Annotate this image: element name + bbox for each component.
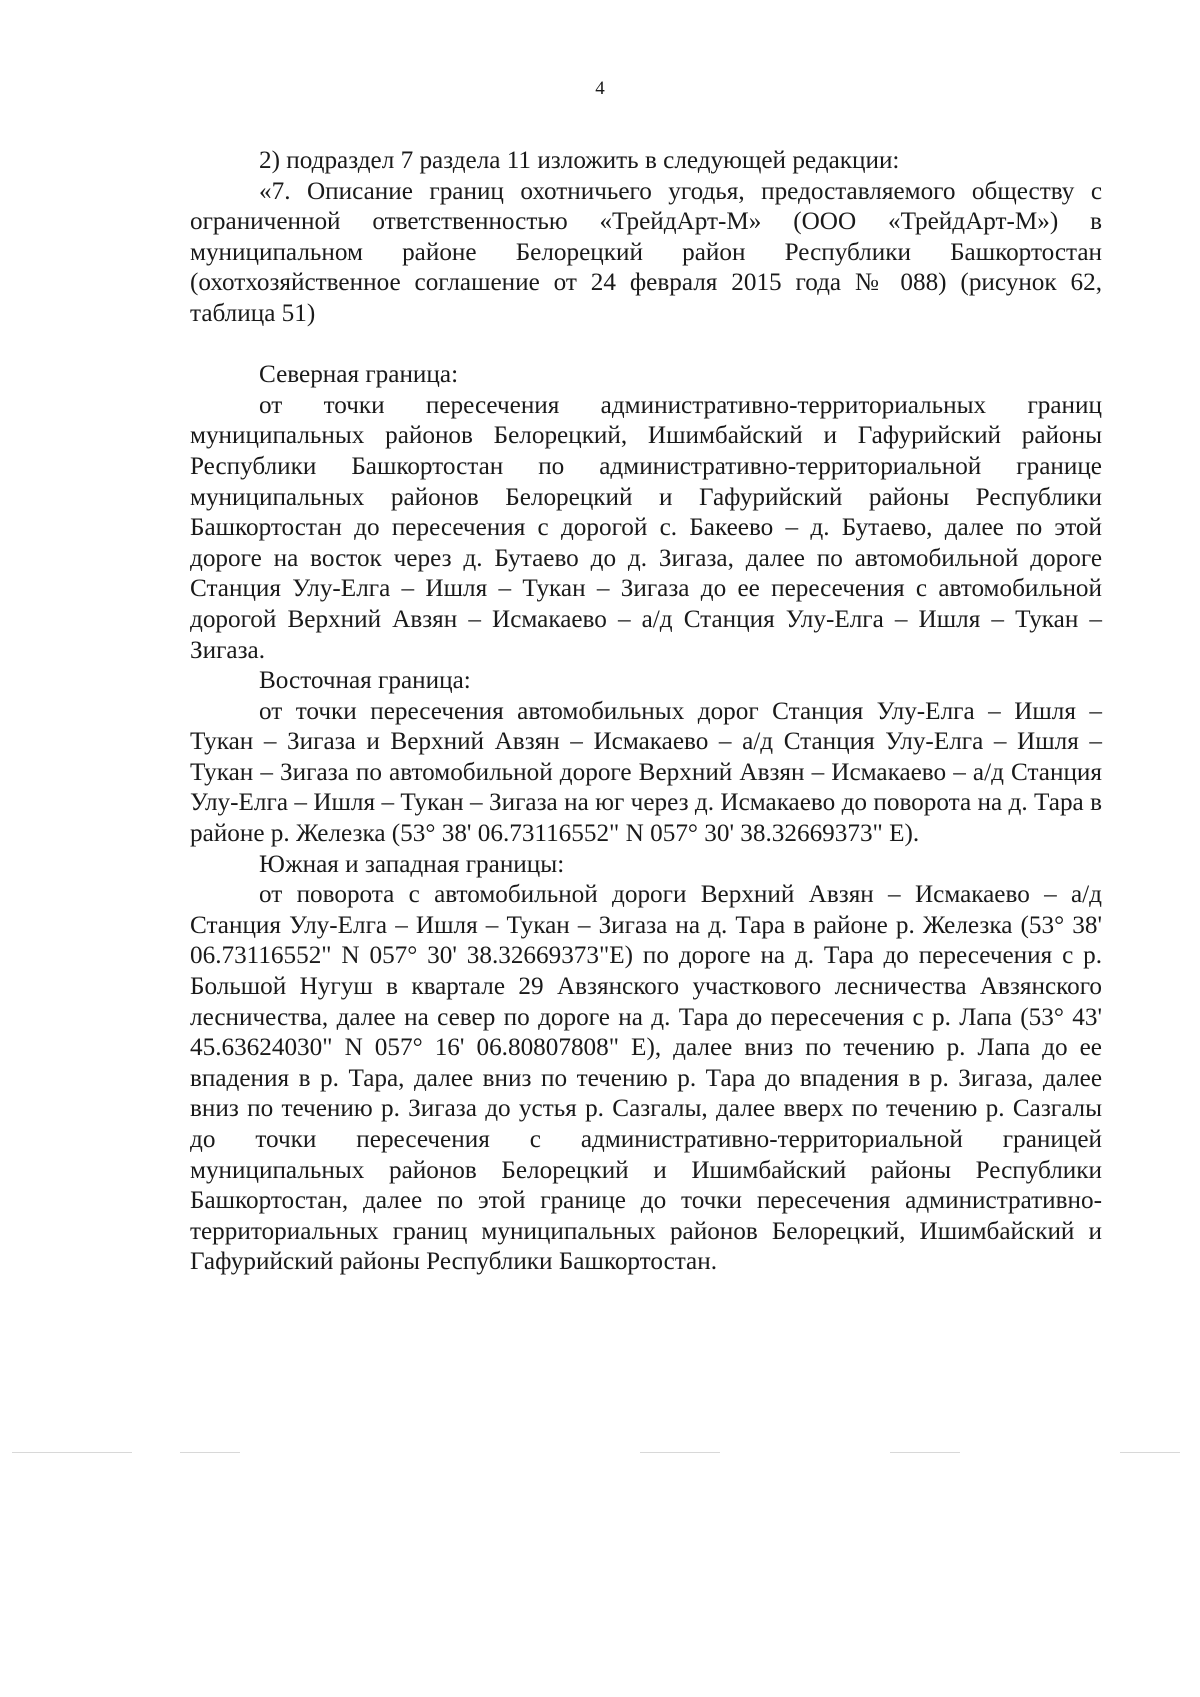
- scan-speck: [890, 1452, 960, 1453]
- south-west-boundary-text: от поворота с автомобильной дороги Верхний Авзян – Исмакаево – а/д Станция Улу-Елга – Ишля – Тукан – Зигаза на д. Тара в районе р. Железка (53° 38' 06.73116552" N 057° 30' 38.32669373"E) по дороге на д. Тара до пересечения с р. Большой Нугуш в квартале 29 Авзянского участкового лесничества Авзянского лесничества, далее на север по дороге на д. Тара до пересечения с р. Лапа (53° 43' 45.63624030" N 057° 16' 06.80807808" E), далее вниз по течению р. Лапа до ее впадения в р. Тара, далее вниз по течению р. Тара до впадения в р. Зигаза, далее вниз по течению р. Зигаза до устья р. Сазгалы, далее вверх по течению р. Сазгалы до точки пересечения с административно-территориальной границей муниципальных районов Белорецкий и Ишимбайский районы Республики Башкортостан, далее по этой границе до точки пересечения административно-территориальных границ муниципальных районов Белорецкий, Ишимбайский и Гафурийский районы Республики Башкортостан.: [190, 881, 1102, 1276]
- scan-speck: [12, 1452, 132, 1453]
- scan-speck: [640, 1452, 720, 1453]
- amendment-intro: 2) подраздел 7 раздела 11 изложить в следующей редакции:: [259, 147, 900, 174]
- page-number: 4: [595, 78, 605, 99]
- section-title: «7. Описание границ охотничьего угодья, предоставляемого обществу с ограниченной ответственностью «ТрейдАрт-М» (ООО «ТрейдАрт-М») в муниципальном районе Белорецкий район Республики Башкортостан (охотхозяйственное соглашение от 24 февраля 2015 года № 088) (рисунок 62, таблица 51): [190, 177, 1102, 327]
- east-boundary-text: от точки пересечения автомобильных дорог Станция Улу-Елга – Ишля – Тукан – Зигаза и Верхний Авзян – Исмакаево – а/д Станция Улу-Елга – Ишля – Тукан – Зигаза по автомобильной дороге Верхний Авзян – Исмакаево – а/д Станция Улу-Елга – Ишля – Тукан – Зигаза на юг через д. Исмакаево до поворота на д. Тара в районе р. Железка (53° 38' 06.73116552" N 057° 30' 38.32669373" E).: [190, 697, 1102, 848]
- scan-speck: [1120, 1452, 1180, 1453]
- scan-artifacts: [0, 1452, 1200, 1456]
- scan-speck: [180, 1452, 240, 1453]
- north-boundary-text: от точки пересечения административно-территориальных границ муниципальных районов Белорецкий, Ишимбайский и Гафурийский районы Республики Башкортостан по административно-территориальной границе муниципальных районов Белорецкий и Гафурийский районы Республики Башкортостан до пересечения с дорогой с. Бакеево – д. Бутаево, далее по этой дороге на восток через д. Бутаево до д. Зигаза, далее по автомобильной дороге Станция Улу-Елга – Ишля – Тукан – Зигаза до ее пересечения с автомобильной дорогой Верхний Авзян – Исмакаево – а/д Станция Улу-Елга – Ишля – Тукан – Зигаза.: [190, 391, 1102, 664]
- north-boundary-heading: Северная граница:: [259, 361, 459, 389]
- east-boundary-heading: Восточная граница:: [259, 667, 471, 695]
- south-west-boundary-heading: Южная и западная границы:: [259, 850, 565, 878]
- document-body: [190, 146, 1102, 1278]
